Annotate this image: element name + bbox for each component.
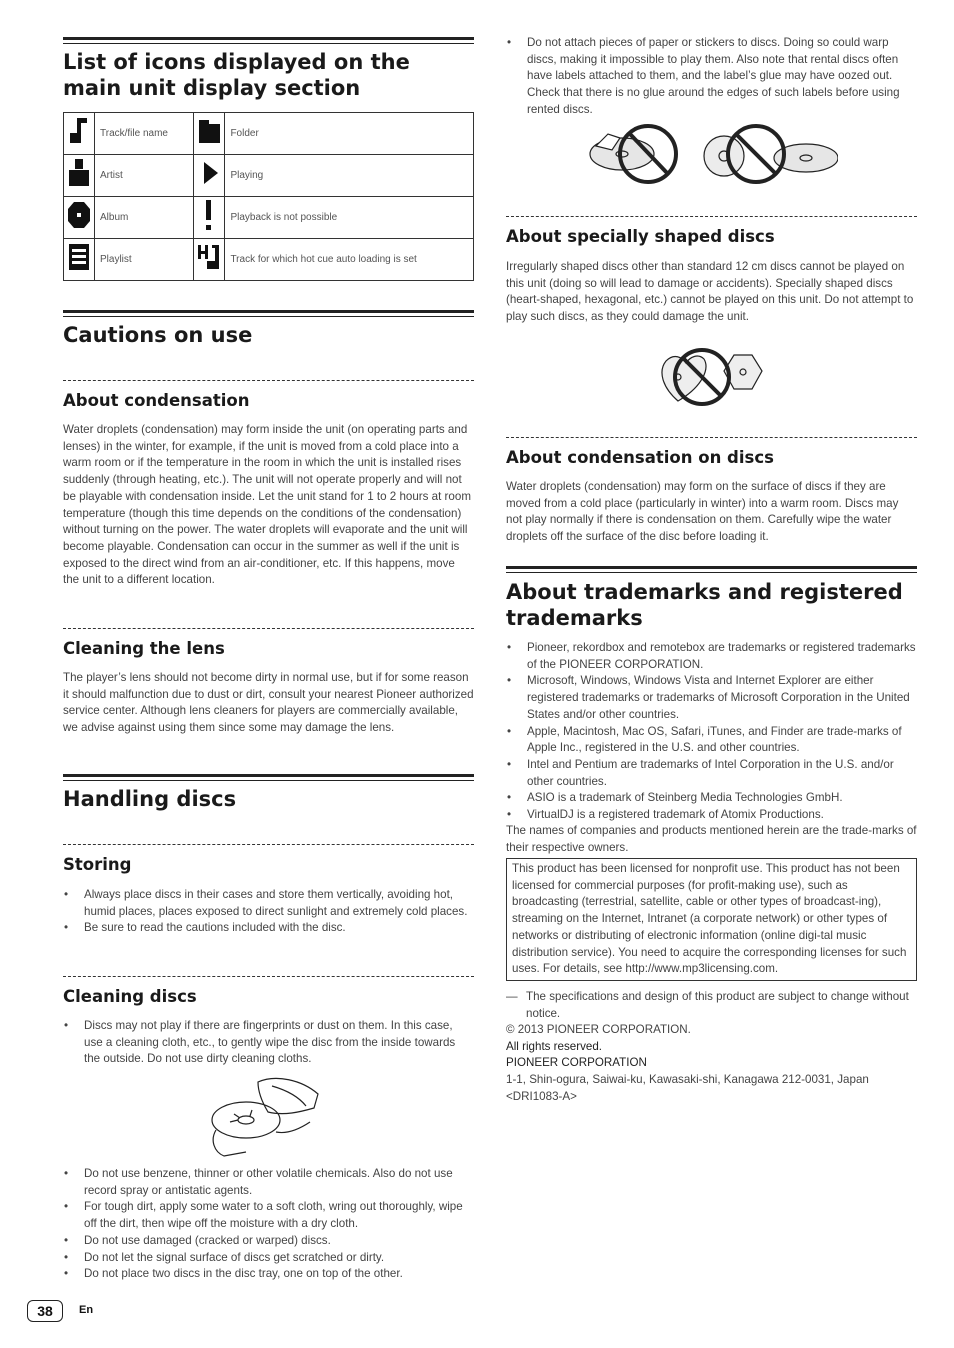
exclamation-icon xyxy=(194,197,225,239)
list-item: • Discs may not play if there are fingerprints or dust on them. In this case, use a cleaning cloth, etc., to gently wipe the disc from the inside towards the outside. Do not use dirty cleaning cloths. xyxy=(63,1018,474,1068)
icon-label: Playback is not possible xyxy=(225,197,474,239)
lens-text: The player’s lens should not become dirty in normal use, but if for some reason it should malfunction due to dust or dirt, consult your nearest Pioneer authorized service center. Although lens cleaners for players are commercially available, we advise against using them since some may damage the lens. xyxy=(63,671,474,735)
list-item: • Microsoft, Windows, Windows Vista and Internet Explorer are either registered trademarks or trademarks of Microsoft Corporation in the United States and/or other countries. xyxy=(506,673,917,723)
icons-table xyxy=(63,112,474,281)
license-box xyxy=(506,858,917,981)
icon-label: Playing xyxy=(225,155,474,197)
disc-icon xyxy=(64,197,95,239)
copyright-symbol: © xyxy=(506,1023,518,1036)
music-note-icon xyxy=(64,113,95,155)
condensation-text: Water droplets (condensation) may form inside the unit (on operating parts and lenses) in the winter, for example, if the unit is moved from a cold place into a warm room or if the temperature in the room in which the unit is installed rises suddenly (through heating, etc.). The unit will not operate properly and will not be playable with condensation inside. Let the unit stand for 1 to 2 hours at room temperature (though this time depends on the conditions of the condensation) without turning on the power. The water droplets will evaporate and the unit will become playable. Condensation can occur in the summer as well if the unit is exposed to the direct wind from an air-conditioner, etc. If this happens, move the unit to a different location. xyxy=(63,423,471,587)
license-text: This product has been licensed for nonprofit use. This product has not been licensed for commercial purposes (for profit-making use), such as broadcasting (terrestrial, satellite, cable or other types of broadcast-ing), streaming on the Internet, Intranet (a corporate network) or other types of networks or distributing of electronic information (online digi-tal music distribution service). You need to acquire the corresponding licenses for such uses. For details, see http://www.mp3licensing.com. xyxy=(512,862,907,976)
list-item: • Be sure to read the cautions included with the disc. xyxy=(63,920,474,937)
icon-label: Album xyxy=(95,197,194,239)
table-row xyxy=(64,113,474,155)
condensation-heading: About condensation xyxy=(63,391,250,410)
dashed-rule xyxy=(63,628,474,629)
cleaning-list-1 xyxy=(63,1018,474,1068)
cautions-title: Cautions on use xyxy=(63,323,253,347)
trademarks-title: About trademarks and registered trademarks xyxy=(506,580,903,630)
table-row xyxy=(64,239,474,281)
cleaning-list-2 xyxy=(63,1166,474,1283)
spec-note xyxy=(506,989,917,1022)
list-item: • For tough dirt, apply some water to a soft cloth, wring out thoroughly, wipe off the dirt, then wipe off the moisture with a dry cloth. xyxy=(63,1199,474,1232)
rights-text: All rights reserved. xyxy=(506,1040,603,1053)
condensation-discs-heading: About condensation on discs xyxy=(506,448,774,467)
icon-label: Track for which hot cue auto loading is set xyxy=(225,239,474,281)
list-item: • Do not let the signal surface of discs get scratched or dirty. xyxy=(63,1250,474,1267)
dashed-rule xyxy=(63,976,474,977)
cleaning-heading: Cleaning discs xyxy=(63,987,197,1006)
shaped-discs-illustration xyxy=(656,347,768,414)
no-sticker-illustration xyxy=(586,124,838,191)
trademarks-list xyxy=(506,640,917,824)
section-rule xyxy=(506,566,917,573)
list-item: • Apple, Macintosh, Mac OS, Safari, iTunes, and Finder are trade-marks of Apple Inc., registered in the U.S. and other countries. xyxy=(506,724,917,757)
list-item: • Do not place two discs in the disc tray, one on top of the other. xyxy=(63,1266,474,1283)
language-label: En xyxy=(79,1304,94,1316)
shaped-text: Irregularly shaped discs other than standard 12 cm discs cannot be played on this unit (doing so will lead to damage or accidents). Specially shaped discs (heart-shaped, hexagonal, etc.) cannot be played on this unit. Do not attempt to play such discs, as they could damage the unit. xyxy=(506,260,914,324)
copyright xyxy=(506,1022,917,1039)
folder-icon xyxy=(194,113,225,155)
section-rule xyxy=(63,37,474,44)
section-rule xyxy=(63,774,474,781)
table-row xyxy=(64,155,474,197)
document-code: <DRI1083-A> xyxy=(506,1090,577,1103)
list-item: • Intel and Pentium are trademarks of Intel Corporation in the U.S. and/or other countries. xyxy=(506,757,917,790)
play-icon xyxy=(194,155,225,197)
dashed-rule xyxy=(506,437,917,438)
lens-heading: Cleaning the lens xyxy=(63,639,225,658)
company-address: 1-1, Shin-ogura, Saiwai-ku, Kawasaki-shi, Kanagawa 212-0031, Japan xyxy=(506,1073,869,1086)
list-item: • Do not use damaged (cracked or warped) discs. xyxy=(63,1233,474,1250)
em-dash: — xyxy=(506,990,518,1003)
icons-section-title: List of icons displayed on the main unit display section xyxy=(63,50,410,100)
icon-label: Track/file name xyxy=(95,113,194,155)
list-item: • ASIO is a trademark of Steinberg Media Technologies GmbH. xyxy=(506,790,917,807)
list-item: • Pioneer, rekordbox and remotebox are trademarks or registered trademarks of the PIONEER CORPORATION. xyxy=(506,640,917,673)
handling-title: Handling discs xyxy=(63,787,237,811)
icon-label: Folder xyxy=(225,113,474,155)
list-item: • Do not attach pieces of paper or stickers to discs. Doing so could warp discs, making it impossible to play them. Also note that rental discs often have labels attached to them, and the label’s glue may have oozed out. Check that there is no glue around the edges of such labels before using rented discs. xyxy=(506,35,917,119)
icon-label: Artist xyxy=(95,155,194,197)
shaped-heading: About specially shaped discs xyxy=(506,227,775,246)
list-item: • VirtualDJ is a registered trademark of Atomix Productions. xyxy=(506,807,917,824)
dashed-rule xyxy=(63,844,474,845)
storing-list xyxy=(63,887,474,937)
table-row xyxy=(64,197,474,239)
company-name: PIONEER CORPORATION xyxy=(506,1056,647,1069)
dashed-rule xyxy=(506,216,917,217)
page-number: 38 xyxy=(27,1300,63,1322)
list-icon xyxy=(64,239,95,281)
copyright-text: 2013 PIONEER CORPORATION. xyxy=(517,1023,691,1036)
sticker-list xyxy=(506,35,917,119)
dashed-rule xyxy=(63,380,474,381)
cleaning-disc-illustration xyxy=(206,1072,326,1165)
hot-cue-icon xyxy=(194,239,225,281)
section-rule xyxy=(63,310,474,317)
spec-note-text: The specifications and design of this product are subject to change without notice. xyxy=(526,990,909,1020)
list-item: • Do not use benzene, thinner or other volatile chemicals. Also do not use record spray or antistatic agents. xyxy=(63,1166,474,1199)
condensation-discs-text: Water droplets (condensation) may form on the surface of discs if they are moved from a cold place (particularly in winter) into a warm room. Discs may not play normally if there is condensation on them. Carefully wipe the water droplets off the surface of the disc before loading it. xyxy=(506,480,899,544)
names-note: The names of companies and products mentioned herein are the trade-marks of their respective owners. xyxy=(506,824,917,854)
list-item: • Always place discs in their cases and store them vertically, avoiding hot, humid places, places exposed to direct sunlight and extremely cold places. xyxy=(63,887,474,920)
person-icon xyxy=(64,155,95,197)
icon-label: Playlist xyxy=(95,239,194,281)
storing-heading: Storing xyxy=(63,855,132,874)
